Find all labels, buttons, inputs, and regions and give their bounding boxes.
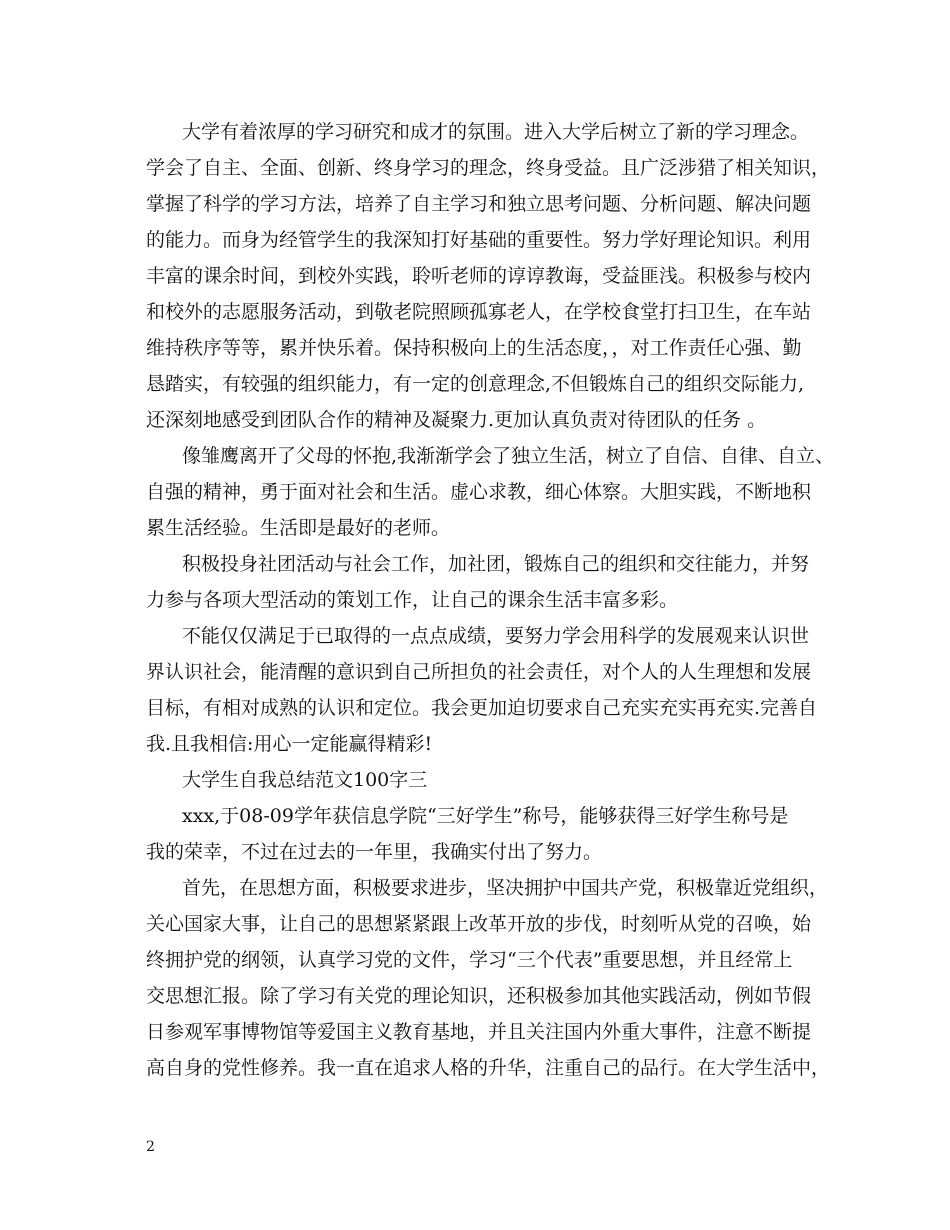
- paragraph-line: 关心国家大事，让自己的思想紧紧跟上改革开放的步伐，时刻听从党的召唤，始: [146, 913, 812, 935]
- paragraph-line: 自强的精神，勇于面对社会和生活。虚心求教，细心体察。大胆实践，不断地积: [146, 481, 812, 503]
- section-heading: 大学生自我总结范文100字三: [182, 769, 428, 791]
- paragraph-line: xxx,于08-09学年获信息学院“三好学生”称号，能够获得三好学生称号是: [182, 805, 789, 827]
- paragraph-line: 交思想汇报。除了学习有关党的理论知识，还积极参加其他实践活动，例如节假: [146, 985, 812, 1007]
- paragraph-line: 学会了自主、全面、创新、终身学习的理念，终身受益。且广泛涉猎了相关知识，: [146, 157, 831, 179]
- paragraph-line: 掌握了科学的学习方法，培养了自主学习和独立思考问题、分析问题、解决问题: [146, 193, 812, 215]
- paragraph-line: 丰富的课余时间，到校外实践，聆听老师的谆谆教诲，受益匪浅。积极参与校内: [146, 265, 812, 287]
- paragraph-line: 力参与各项大型活动的策划工作，让自己的课余生活丰富多彩。: [146, 589, 679, 611]
- paragraph-line: 的能力。而身为经管学生的我深知打好基础的重要性。努力学好理论知识。利用: [146, 229, 812, 251]
- page-number: 2: [146, 1139, 155, 1155]
- paragraph-line: 维持秩序等等，累并快乐着。保持积极向上的生活态度，，对工作责任心强、勤: [146, 337, 802, 359]
- paragraph-line: 终拥护党的纲领，认真学习党的文件，学习“三个代表”重要思想，并且经常上: [146, 949, 793, 971]
- paragraph-line: 大学有着浓厚的学习研究和成才的氛围。进入大学后树立了新的学习理念。: [182, 121, 810, 143]
- paragraph-line: 积极投身社团活动与社会工作，加社团，锻炼自己的组织和交往能力，并努: [182, 553, 810, 575]
- paragraph-line: 像雏鹰离开了父母的怀抱,我渐渐学会了独立生活，树立了自信、自律、自立、: [182, 445, 835, 467]
- paragraph-line: 日参观军事博物馆等爱国主义教育基地，并且关注国内外重大事件，注意不断提: [146, 1021, 812, 1043]
- paragraph-line: 和校外的志愿服务活动，到敬老院照顾孤寡老人，在学校食堂打扫卫生，在车站: [146, 301, 812, 323]
- paragraph-line: 高自身的党性修养。我一直在追求人格的升华，注重自己的品行。在大学生活中，: [146, 1057, 831, 1079]
- paragraph-line: 界认识社会，能清醒的意识到自己所担负的社会责任，对个人的人生理想和发展: [146, 661, 812, 683]
- paragraph-line: 恳踏实，有较强的组织能力，有一定的创意理念,不但锻炼自己的组织交际能力,: [146, 373, 805, 395]
- paragraph-line: 不能仅仅满足于已取得的一点点成绩，要努力学会用科学的发展观来认识世: [182, 625, 810, 647]
- paragraph-line: 我.且我相信:用心一定能赢得精彩!: [146, 733, 433, 755]
- paragraph-line: 目标，有相对成熟的认识和定位。我会更加迫切要求自己充实充实再充实.完善自: [146, 697, 818, 719]
- paragraph-line: 首先，在思想方面，积极要求进步，坚决拥护中国共产党，积极靠近党组织，: [182, 877, 829, 899]
- paragraph-line: 还深刻地感受到团队合作的精神及凝聚力.更加认真负责对待团队的任务 。: [146, 409, 767, 431]
- paragraph-line: 累生活经验。生活即是最好的老师。: [146, 517, 451, 539]
- paragraph-line: 我的荣幸，不过在过去的一年里，我确实付出了努力。: [146, 841, 603, 863]
